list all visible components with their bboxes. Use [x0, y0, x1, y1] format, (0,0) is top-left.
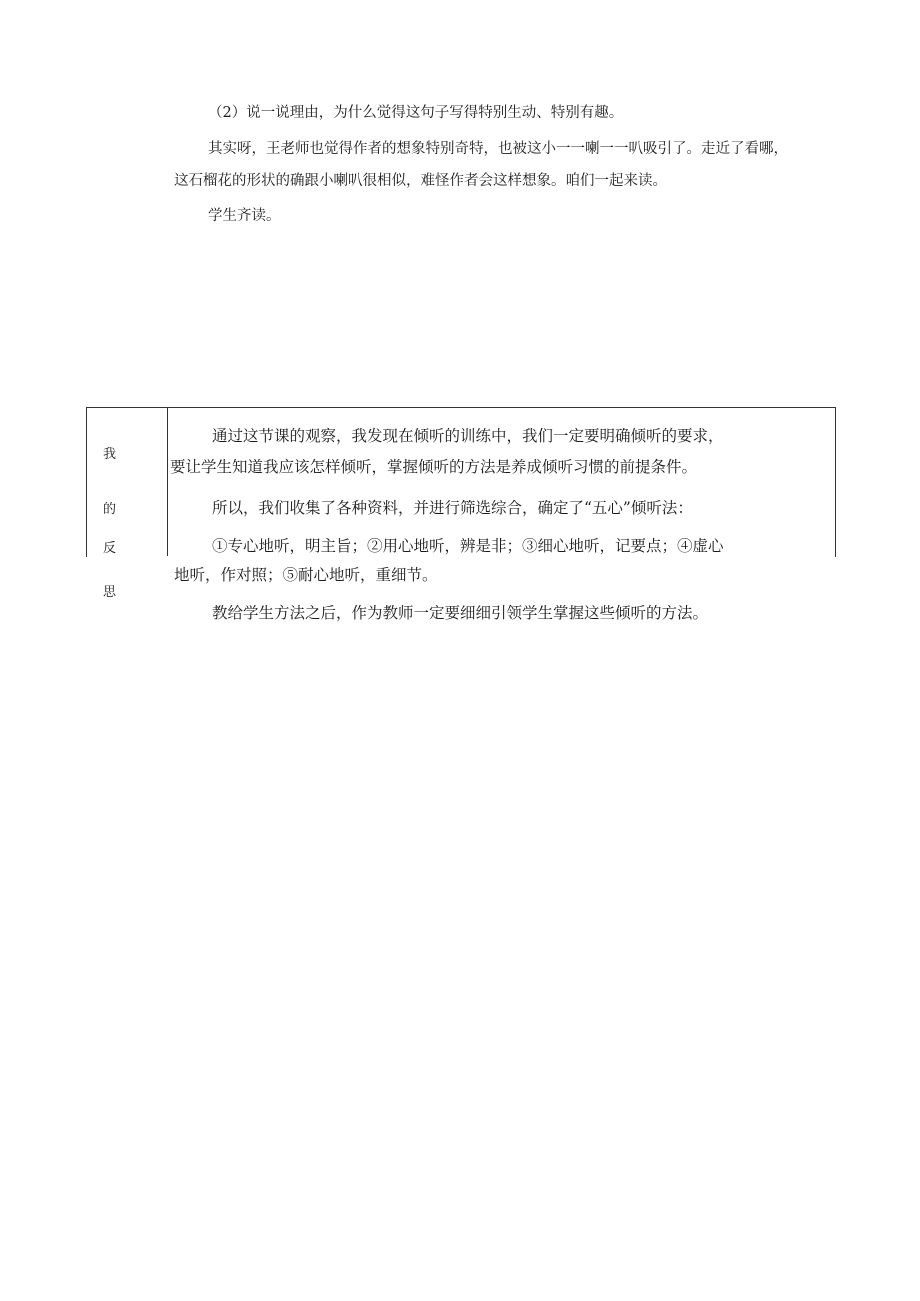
paragraph-students-read: 学生齐读。 [208, 208, 281, 224]
reflection-five-hearts-intro: 所以，我们收集了各种资料，并进行筛选综合，确定了“五心”倾听法： [212, 499, 693, 517]
reflection-conclusion: 教给学生方法之后，作为教师一定要细细引领学生掌握这些倾听的方法。 [212, 604, 709, 622]
reflection-label-char: 思 [103, 585, 117, 600]
paragraph-reason-question: （2）说一说理由，为什么觉得这句子写得特别生动、特别有趣。 [208, 105, 624, 121]
reflection-label-char: 反 [103, 541, 117, 556]
reflection-observation-line1: 通过这节课的观察，我发现在倾听的训练中，我们一定要明确倾听的要求， [212, 427, 724, 445]
reflection-five-hearts-list-line1: ①专心地听，明主旨；②用心地听，辨是非；③细心地听，记要点；④虚心 [212, 537, 724, 555]
paragraph-teacher-comment-line2: 这石榴花的形状的确跟小喇叭很相似，难怪作者会这样想象。咱们一起来读。 [174, 173, 667, 189]
reflection-observation-line2: 要让学生知道我应该怎样倾听，掌握倾听的方法是养成倾听习惯的前提条件。 [170, 458, 698, 476]
reflection-table-divider [167, 407, 168, 556]
reflection-five-hearts-list-line2: 地听，作对照；⑤耐心地听，重细节。 [174, 566, 438, 584]
reflection-label-char: 我 [103, 447, 117, 462]
reflection-label-char: 的 [103, 502, 117, 517]
paragraph-teacher-comment-line1: 其实呀，王老师也觉得作者的想象特别奇特，也被这小一一喇一一叭吸引了。走近了看哪， [208, 141, 788, 157]
